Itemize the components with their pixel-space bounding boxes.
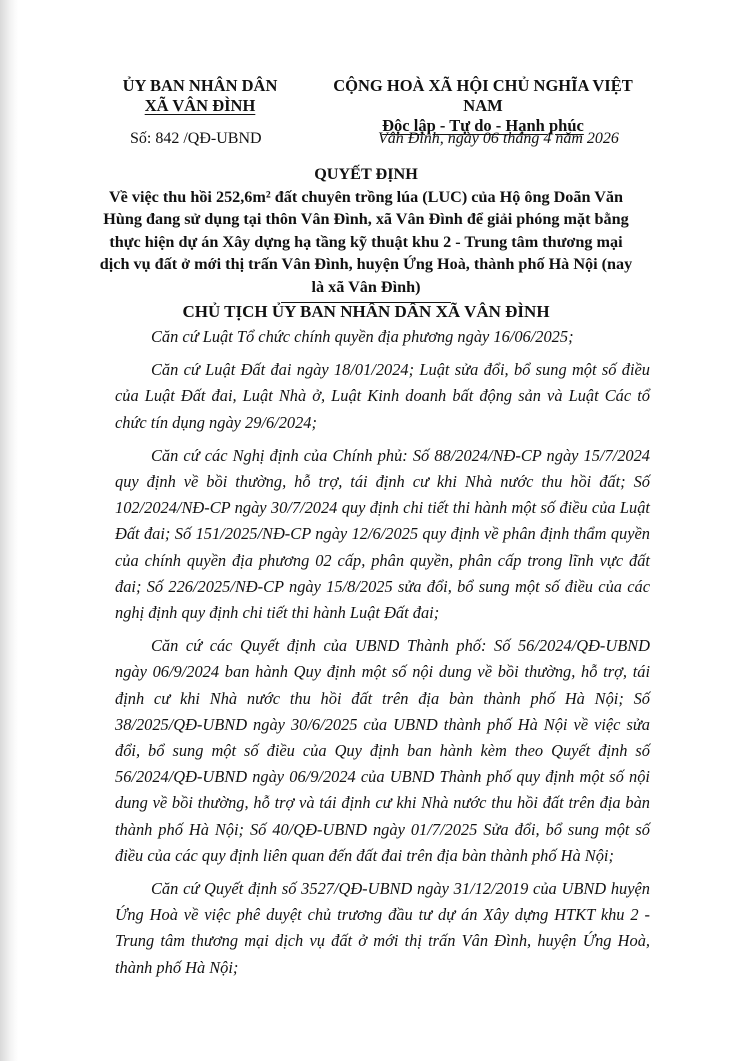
document-number: Số: 842 /QĐ-UBND <box>130 130 262 147</box>
paragraph: Căn cứ Luật Đất đai ngày 18/01/2024; Luật sửa đổi, bổ sung một số điều của Luật Đất đai, Luật Nhà ở, Luật Kinh doanh bất động sản và Luật Các tổ chức tín dụng ngày 29/6/2024; <box>115 360 650 432</box>
nation-title: CỘNG HOÀ XÃ HỘI CHỦ NGHĨA VIỆT NAM <box>333 76 633 115</box>
decision-title <box>96 163 636 303</box>
issuing-chairman: CHỦ TỊCH ỦY BAN NHÂN DÂN XÃ VÂN ĐÌNH <box>182 302 550 321</box>
paragraph: Căn cứ Quyết định số 3527/QĐ-UBND ngày 31/12/2019 của UBND huyện Ứng Hoà về việc phê duyệt chủ trương đầu tư dự án Xây dựng HTKT khu 2 - Trung tâm thương mại dịch vụ đất ở mới thị trấn Vân Đình, huyện Ứng Hoà, thành phố Hà Nội; <box>115 879 650 977</box>
authority-line-2: XÃ VÂN ĐÌNH <box>144 96 256 115</box>
authority-line-1: ỦY BAN NHÂN DÂN <box>122 76 278 95</box>
legal-basis <box>115 324 650 988</box>
issuing-authority <box>100 76 300 116</box>
decision-subject: Về việc thu hồi 252,6m² đất chuyên trồng lúa (LUC) của Hộ ông Doãn Văn Hùng đang sử dụng tại thôn Vân Đình, xã Vân Đình để giải phóng mặt bằng thực hiện dự án Xây dựng hạ tầng kỹ thuật khu 2 - Trung tâm thương mại dịch vụ đất ở mới thị trấn Vân Đình, huyện Ứng Hoà, thành phố Hà Nội (nay là xã Vân Đình) <box>99 187 633 296</box>
motto-line: Độc lập - Tự do - Hạnh phúc <box>382 116 584 135</box>
paragraph: Căn cứ Luật Tổ chức chính quyền địa phương ngày 16/06/2025; <box>151 327 574 346</box>
paragraph: Căn cứ các Nghị định của Chính phủ: Số 88/2024/NĐ-CP ngày 15/7/2024 quy định về bồi thường, hỗ trợ, tái định cư khi Nhà nước thu hồi đất; Số 102/2024/NĐ-CP ngày 30/7/2024 quy định chi tiết thi hành một số điều của Luật Đất đai; Số 151/2025/NĐ-CP ngày 12/6/2025 quy định về phân định thẩm quyền của chính quyền địa phương 02 cấp, phân quyền, phân cấp trong lĩnh vực đất đai; Số 226/2025/NĐ-CP ngày 15/8/2025 sửa đổi, bổ sung một số điều của các nghị định quy định chi tiết thi hành Luật Đất đai; <box>115 445 650 623</box>
national-motto <box>318 76 648 136</box>
paragraph: Căn cứ các Quyết định của UBND Thành phố: Số 56/2024/QĐ-UBND ngày 06/9/2024 ban hành Quy định một số nội dung về bồi thường, hỗ trợ, tái định cư khi Nhà nước thu hồi đất trên địa bàn thành phố Hà Nội; Số 38/2025/QĐ-UBND ngày 30/6/2025 của UBND thành phố Hà Nội về việc sửa đổi, bổ sung một số điều của Quy định ban hành kèm theo Quyết định số 56/2024/QĐ-UBND ngày 06/9/2024 của UBND Thành phố quy định một số nội dung về bồi thường, hỗ trợ và tái định cư khi Nhà nước thu hồi đất trên địa bàn thành phố Hà Nội; Số 40/QĐ-UBND ngày 01/7/2025 Sửa đổi, bổ sung một số điều của các quy định liên quan đến đất đai trên địa bàn thành phố Hà Nội; <box>115 636 650 865</box>
place-and-date: Vân Đình, ngày 06 tháng 4 năm 2026 <box>378 130 619 147</box>
decision-kind: QUYẾT ĐỊNH <box>314 165 418 183</box>
